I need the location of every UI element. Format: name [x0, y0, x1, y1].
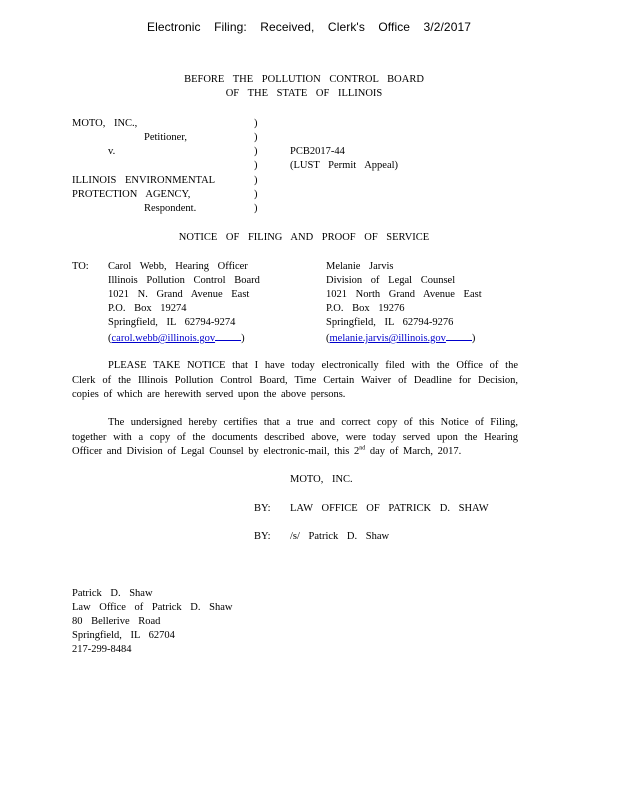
recipient-2-email-link[interactable]: melanie.jarvis@illinois.gov [329, 333, 446, 344]
caption-bracket: ) [254, 132, 258, 143]
notice-paragraph: PLEASE TAKE NOTICE that I have today electronically filed with the Office of the Clerk of the Illinois Pollution Control Board, Time Certain Waiver of Deadline for Decision, copies of which are herewith served upon the above persons. [72, 360, 518, 400]
recipient-2-city: Springfield, IL 62794-9276 [326, 317, 454, 328]
respondent-role: Respondent. [144, 203, 197, 214]
attorney-city: Springfield, IL 62704 [72, 630, 175, 641]
versus-label: v. [108, 146, 116, 157]
recipient-2-email-line: (melanie.jarvis@illinois.gov ) [326, 333, 476, 344]
respondent-name-line2: PROTECTION AGENCY, [72, 189, 191, 200]
attorney-phone: 217-299-8484 [72, 644, 132, 655]
recipient-1-email-line: (carol.webb@illinois.gov ) [108, 333, 245, 344]
caption-bracket: ) [254, 160, 258, 171]
recipient-1-name: Carol Webb, Hearing Officer [108, 261, 248, 272]
caption-bracket: ) [254, 189, 258, 200]
recipient-2-address: 1021 North Grand Avenue East [326, 289, 482, 300]
case-type: (LUST Permit Appeal) [290, 160, 399, 171]
by-label: BY: [254, 531, 271, 542]
caption-bracket: ) [254, 175, 258, 186]
case-number: PCB2017-44 [290, 146, 345, 157]
attorney-firm: Law Office of Patrick D. Shaw [72, 602, 233, 613]
respondent-name-line1: ILLINOIS ENVIRONMENTAL [72, 175, 216, 186]
court-heading-line1: BEFORE THE POLLUTION CONTROL BOARD [184, 74, 424, 85]
petitioner-role: Petitioner, [144, 132, 188, 143]
certification-text: The undersigned hereby certifies that a true and correct copy of this Notice of Filing, together with a copy of the documents described above, were today served upon the Hearing Officer and Division of Legal Counsel by electronic-mail, this 2 [72, 417, 518, 457]
caption-bracket: ) [254, 118, 258, 129]
recipient-1-po-box: P.O. Box 19274 [108, 303, 187, 314]
recipient-2-org: Division of Legal Counsel [326, 275, 456, 286]
signatory-company: MOTO, INC. [290, 474, 353, 485]
attorney-name: Patrick D. Shaw [72, 588, 153, 599]
notice-title: NOTICE OF FILING AND PROOF OF SERVICE [178, 232, 430, 243]
certification-date-end: day of March, 2017. [365, 446, 462, 457]
to-label: TO: [72, 261, 89, 272]
certification-paragraph [72, 416, 518, 460]
recipient-2-po-box: P.O. Box 19276 [326, 303, 405, 314]
signatory-law-office: LAW OFFICE OF PATRICK D. SHAW [290, 503, 489, 514]
court-heading-line2: OF THE STATE OF ILLINOIS [225, 88, 383, 99]
recipient-1-address: 1021 N. Grand Avenue East [108, 289, 250, 300]
filing-stamp-header: Electronic Filing: Received, Clerk's Office 3/2/2017 [146, 20, 472, 34]
attorney-street: 80 Bellerive Road [72, 616, 161, 627]
petitioner-name: MOTO, INC., [72, 118, 138, 129]
date-ordinal-suffix: nd [359, 445, 366, 452]
electronic-signature: /s/ Patrick D. Shaw [290, 531, 390, 542]
recipient-2-name: Melanie Jarvis [326, 261, 394, 272]
by-label: BY: [254, 503, 271, 514]
recipient-1-org: Illinois Pollution Control Board [108, 275, 260, 286]
recipient-1-email-link[interactable]: carol.webb@illinois.gov [111, 333, 216, 344]
caption-bracket: ) [254, 203, 258, 214]
caption-bracket: ) [254, 146, 258, 157]
recipient-1-city: Springfield, IL 62794-9274 [108, 317, 236, 328]
